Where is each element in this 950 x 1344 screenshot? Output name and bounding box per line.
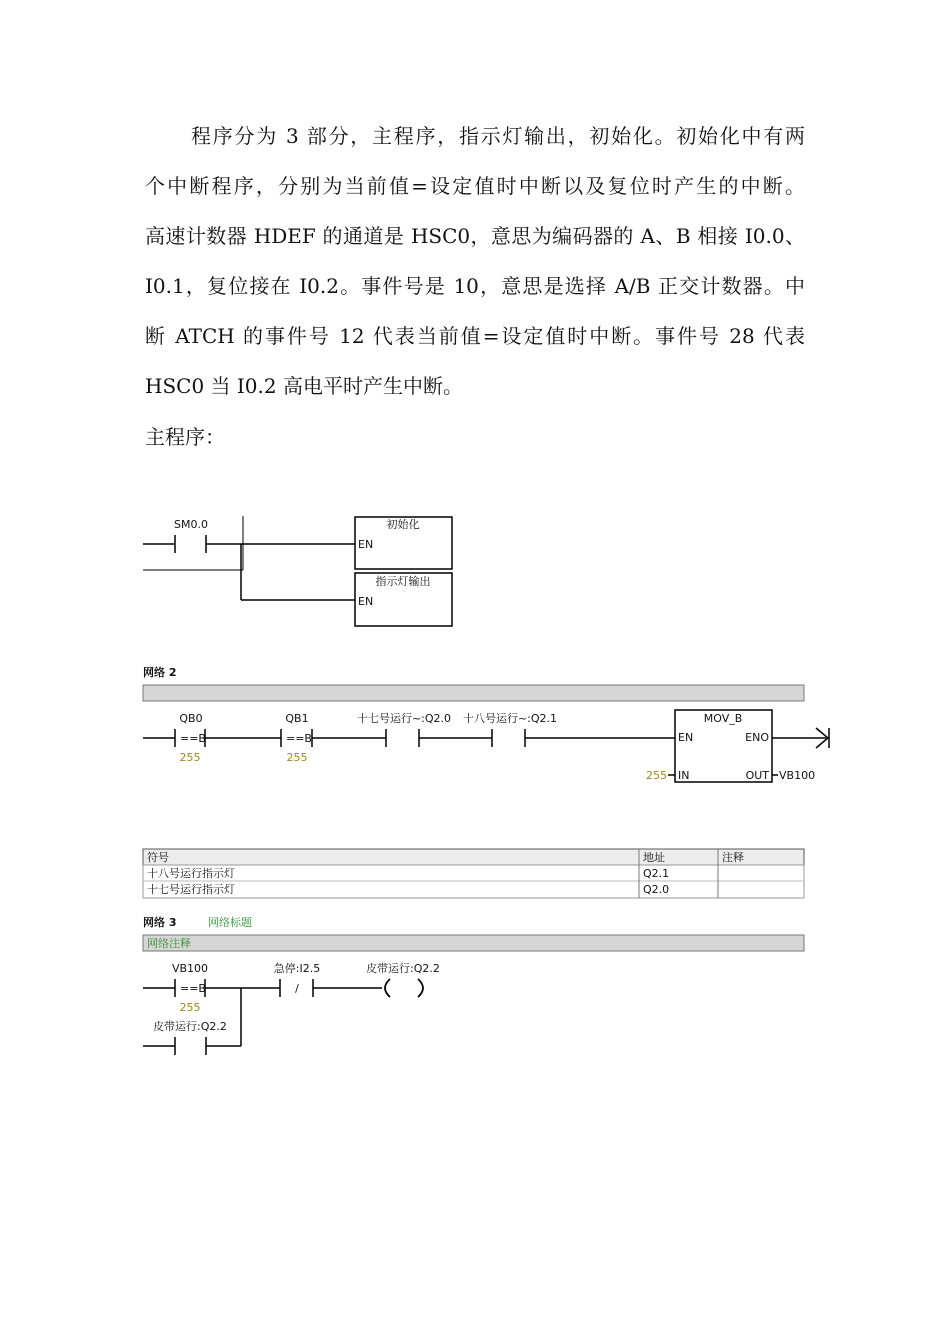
qb0-value: 255 (179, 751, 201, 764)
network-2 (143, 665, 829, 782)
mov-b-en: EN (678, 731, 694, 744)
network-2-title: 网络 2 (143, 666, 177, 679)
para-line: 个中断程序，分别为当前值=设定值时中断以及复位时产生的中断。 (145, 174, 805, 198)
table-header-symbol: 符号 (147, 851, 169, 864)
table-header-comment: 注释 (722, 851, 744, 864)
indicator-box-en: EN (358, 595, 374, 608)
table-cell: Q2.1 (643, 867, 670, 880)
table-cell: 十七号运行指示灯 (147, 883, 235, 896)
network-3-net-title: 网络标题 (208, 916, 252, 929)
qb0-label: QB0 (179, 712, 203, 725)
belt-contact-label: 皮带运行:Q2.2 (153, 1020, 227, 1033)
para-line: 断 ATCH 的事件号 12 代表当前值=设定值时中断。事件号 28 代表 (145, 324, 805, 348)
mov-b-title: MOV_B (703, 712, 743, 725)
mov-b-eno: ENO (745, 731, 769, 744)
mov-b-out: OUT (745, 769, 769, 782)
table-cell: 十八号运行指示灯 (147, 867, 235, 880)
network-1 (143, 516, 452, 626)
network-2-bar (143, 685, 804, 701)
vb100-label: VB100 (171, 962, 209, 975)
sm00-label: SM0.0 (174, 518, 208, 531)
vb100-op: ==B (180, 982, 206, 995)
q20-label: 十七号运行~:Q2.0 (356, 712, 452, 725)
qb1-label: QB1 (285, 712, 309, 725)
table-cell: Q2.0 (643, 883, 670, 896)
coil-label: 皮带运行:Q2.2 (366, 962, 440, 975)
init-box-en: EN (358, 538, 374, 551)
para-line: I0.1，复位接在 I0.2。事件号是 10，意思是选择 A/B 正交计数器。中 (145, 274, 805, 298)
qb1-value: 255 (286, 751, 308, 764)
network-3-comment: 网络注释 (147, 937, 191, 950)
vb100-value: 255 (179, 1001, 201, 1014)
network-3-title: 网络 3 (143, 916, 177, 929)
coil-output[interactable] (385, 979, 390, 997)
para-line: HSC0 当 I0.2 高电平时产生中断。 (145, 374, 463, 398)
mov-b-in: IN (678, 769, 690, 782)
qb0-op: ==B (180, 732, 206, 745)
network-3-bar (143, 935, 804, 951)
mov-in-value: 255 (646, 769, 667, 782)
para-line: 高速计数器 HDEF 的通道是 HSC0，意思为编码器的 A、B 相接 I0.0、 (145, 224, 805, 248)
nc-mark: / (295, 982, 299, 995)
network-3 (143, 915, 804, 1055)
mov-out-value: VB100 (779, 769, 816, 782)
indicator-box-title: 指示灯输出 (375, 575, 431, 588)
para-line: 程序分为 3 部分，主程序，指示灯输出，初始化。初始化中有两 (191, 124, 805, 148)
q21-label: 十八号运行~:Q2.1 (462, 712, 558, 725)
main-program-heading: 主程序： (145, 425, 225, 449)
estop-label: 急停:I2.5 (273, 962, 321, 975)
symbol-table (143, 849, 804, 898)
table-header-address: 地址 (643, 851, 665, 864)
init-box-title: 初始化 (386, 518, 420, 531)
qb1-op: ==B (286, 732, 312, 745)
